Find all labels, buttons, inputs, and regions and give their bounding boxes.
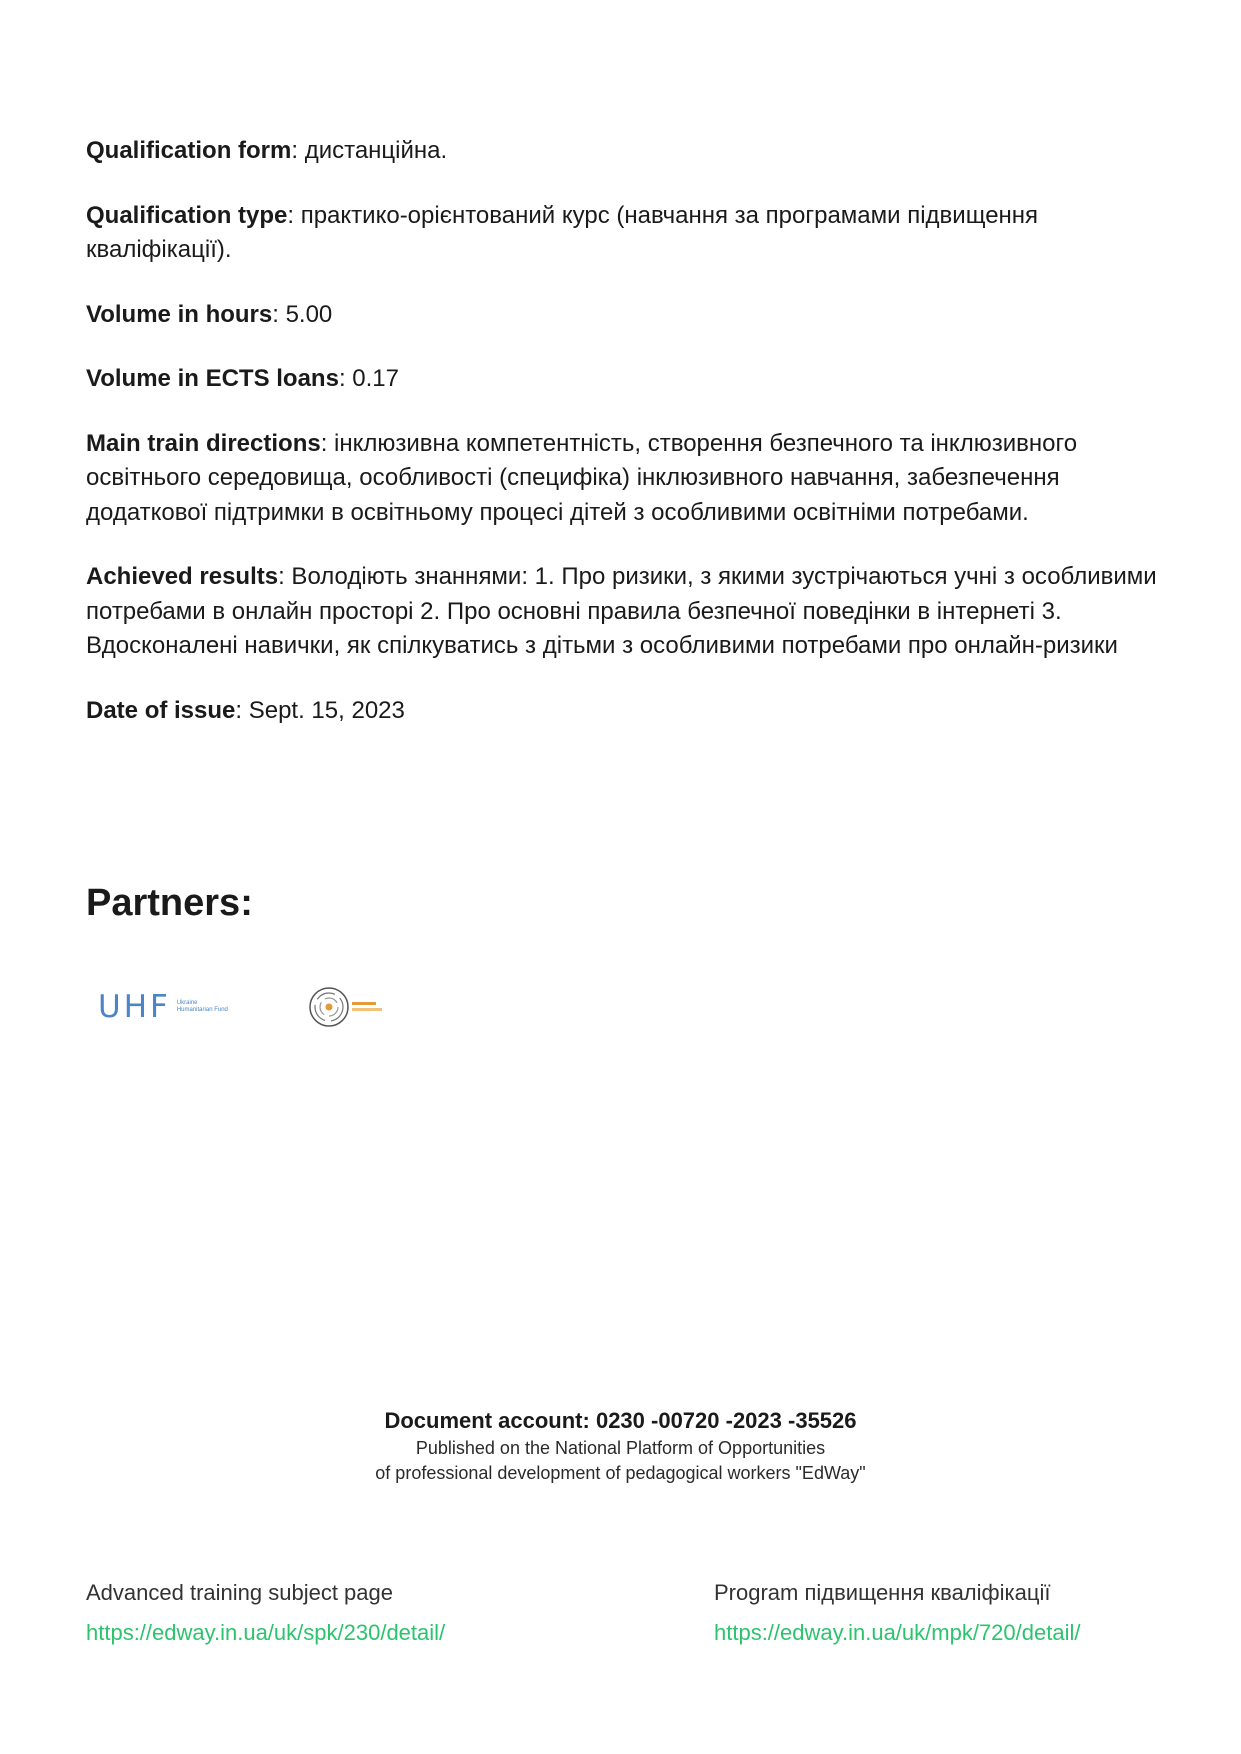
- subject-page-caption: Advanced training subject page: [86, 1580, 393, 1605]
- field-value: : інклюзивна компетентність, створення безпечного та інклюзивного освітнього середовища, особливості (специфіка) інклюзивного навчання, забезпечення додаткової підтримки в освітньому процесі дітей з особливими освітніми потребами.: [86, 429, 1078, 526]
- field-label: Volume in hours: [86, 300, 273, 328]
- field-qualification-form: [86, 134, 1166, 169]
- field-value: : Sept. 15, 2023: [235, 696, 405, 724]
- document-account-label: Document account:: [384, 1408, 590, 1433]
- field-value: : 0.17: [338, 365, 399, 392]
- field-qualification-type: [86, 199, 1166, 268]
- uhf-logo-mark: UHF: [98, 989, 171, 1025]
- field-date-of-issue: [86, 694, 1166, 729]
- field-label: Achieved results: [86, 563, 279, 590]
- partners-heading: Partners:: [86, 882, 253, 924]
- ring-logo: [308, 985, 388, 1029]
- subject-page-link-block: [86, 1578, 445, 1648]
- field-achieved-results: [86, 560, 1166, 664]
- uhf-logo: [98, 985, 229, 1029]
- ring-logo-icon: [308, 986, 350, 1028]
- program-link-block: [714, 1578, 1080, 1648]
- uhf-logo-caption: Ukraine Humanitarian Fund: [176, 1000, 228, 1013]
- field-volume-hours: [86, 298, 1166, 333]
- program-link[interactable]: https://edway.in.ua/uk/mpk/720/detail/: [714, 1620, 1081, 1645]
- field-label: Date of issue: [86, 696, 236, 724]
- field-value: : Володіють знаннями: 1. Про ризики, з якими зустрічаються учні з особливими потребами в онлайн просторі 2. Про основні правила безпечної поведінки в інтернеті 3. Вдосконалені навички, як спілкуватись з дітьми з особливими потребами про онлайн-ризики: [86, 563, 1157, 659]
- subject-page-link[interactable]: https://edway.in.ua/uk/spk/230/detail/: [86, 1620, 446, 1645]
- field-label: Qualification type: [86, 201, 288, 229]
- field-label: Volume in ECTS loans: [86, 365, 339, 392]
- partner-logos: [98, 985, 438, 1045]
- field-volume-ects: [86, 362, 1166, 397]
- published-note-line2: of professional development of pedagogical workers "EdWay": [375, 1463, 866, 1483]
- field-value: : практико-орієнтований курс (навчання за програмами підвищення кваліфікації).: [86, 201, 1039, 263]
- document-account: [0, 1406, 1241, 1436]
- document-account-block: [0, 1406, 1241, 1486]
- published-note-line1: Published on the National Platform of Opportunities: [415, 1438, 826, 1458]
- certificate-fields: [86, 134, 1166, 758]
- field-value: : 5.00: [272, 300, 333, 328]
- ring-logo-wordmark: [350, 999, 388, 1015]
- field-main-directions: [86, 427, 1166, 531]
- document-account-number: 0230 -00720 -2023 -35526: [595, 1408, 857, 1433]
- program-caption: Program підвищення кваліфікації: [714, 1580, 1051, 1605]
- field-label: Qualification form: [86, 137, 292, 164]
- field-value: : дистанційна.: [291, 137, 448, 164]
- field-label: Main train directions: [86, 429, 321, 457]
